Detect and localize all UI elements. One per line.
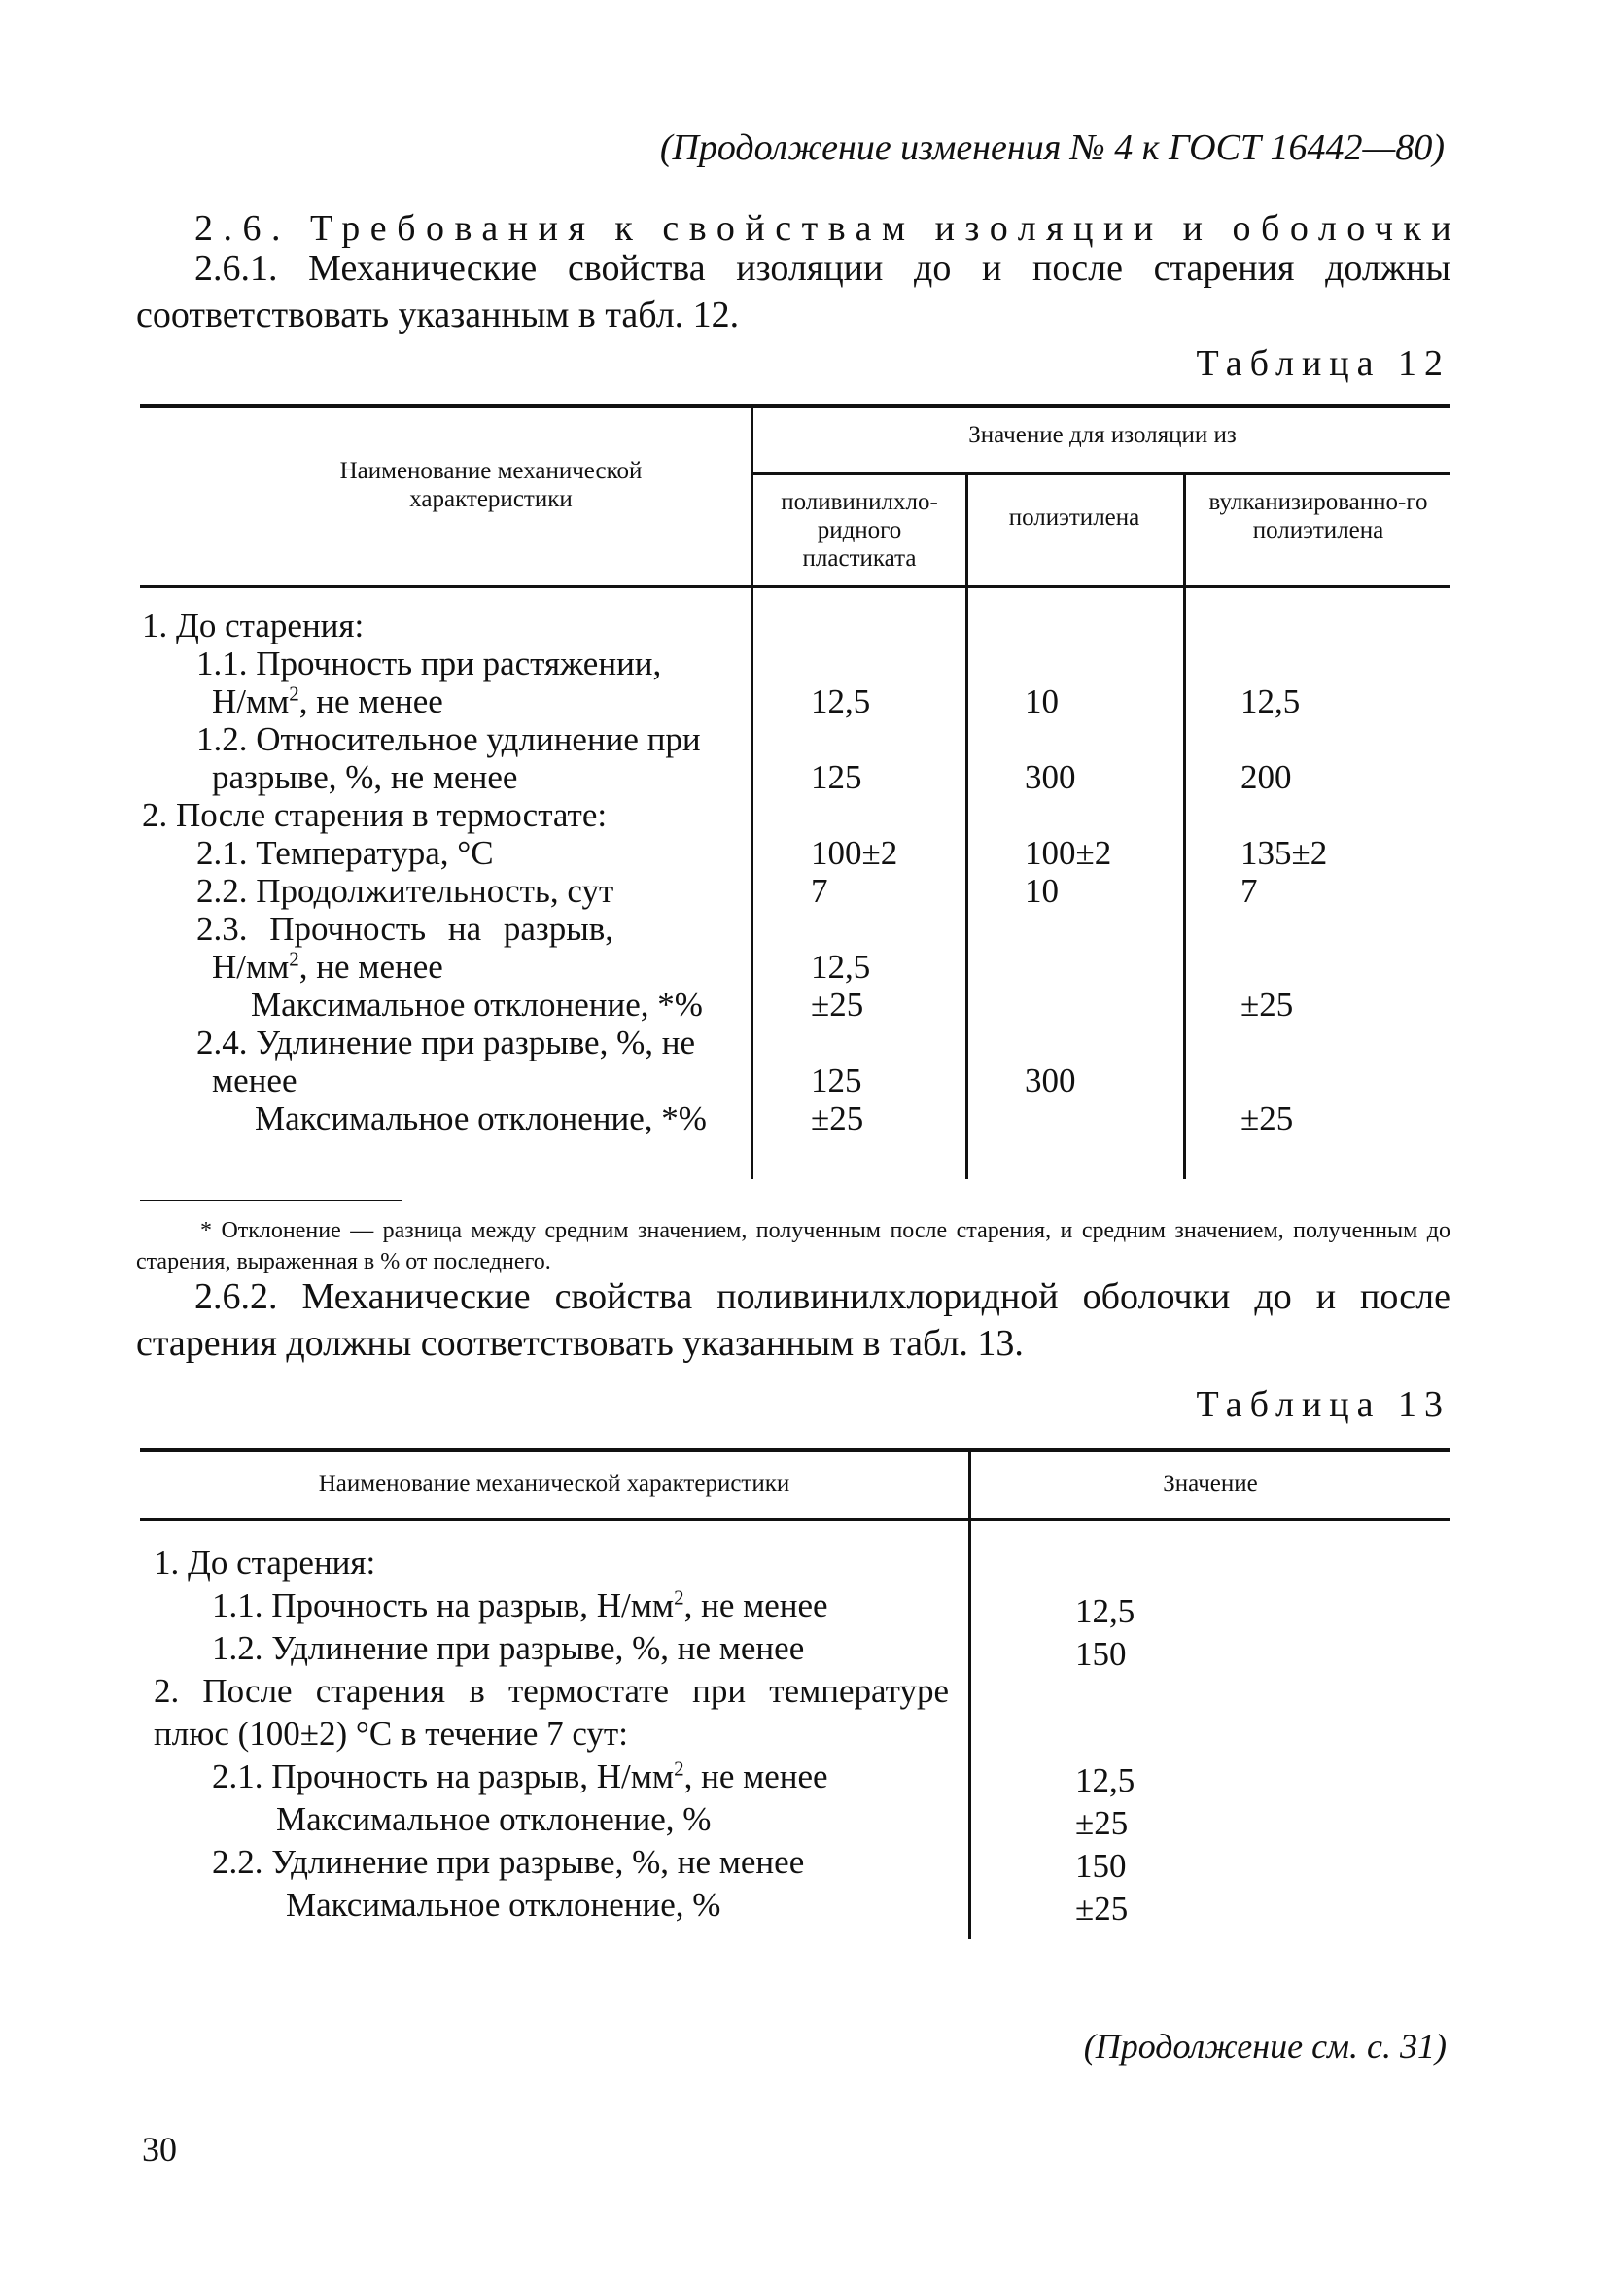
table-row-label: 2. После старения в термостате: <box>142 796 608 834</box>
table-cell: ±25 <box>1240 1099 1294 1137</box>
table-cell: 150 <box>1075 1847 1127 1885</box>
table-row-label: $Н/мм^2$, не менее <box>212 681 443 720</box>
table-row-label: Максимальное отклонение, *% <box>255 1099 707 1137</box>
table12-group-rule <box>751 472 1450 475</box>
table-row-label: 2.2. Удлинение при разрыве, %, не менее <box>212 1843 805 1881</box>
table-cell: 12,5 <box>811 948 871 986</box>
table13-header-value: Значение <box>1163 1471 1258 1497</box>
table-cell: 100±2 <box>1025 834 1112 872</box>
table-cell: 12,5 <box>1240 682 1301 720</box>
table-row-label: 2.2. Продолжительность, сут <box>196 872 614 910</box>
table13-caption: Таблица 13 <box>1196 1384 1450 1425</box>
table-cell: ±25 <box>811 1099 864 1137</box>
continuation-note: (Продолжение см. с. 31) <box>1083 2027 1447 2066</box>
table-row-label: 2. После старения в термостате при температуре <box>154 1672 949 1710</box>
table-row-label: 2.4. Удлинение при разрыве, %, не <box>196 1024 696 1061</box>
table12-divider <box>751 406 753 1179</box>
table-row-label: разрыве, %, не менее <box>212 758 518 796</box>
table-cell: 125 <box>811 758 862 796</box>
table-cell: 7 <box>811 872 828 910</box>
table-row-label: 2.1. Прочность на разрыв, $Н/мм^2$, не менее <box>212 1757 828 1795</box>
footnote: * Отклонение — разница между средним значением, полученным после старения, и средним значением, полученным до старения, выраженная в % от последнего. <box>136 1218 1450 1274</box>
table-cell: 125 <box>811 1061 862 1099</box>
table-row-label: Максимальное отклонение, % <box>276 1800 712 1838</box>
table12-header-rule <box>140 585 1450 588</box>
table13-top-rule <box>140 1448 1450 1452</box>
table-cell: ±25 <box>1075 1890 1129 1928</box>
table-row-label: менее <box>212 1061 297 1099</box>
page-number: 30 <box>142 2130 177 2169</box>
table-cell: 10 <box>1025 872 1059 910</box>
table-row-label: 2.3. Прочность на разрыв, <box>196 910 614 948</box>
table-row-label: плюс (100±2) °С в течение 7 сут: <box>154 1715 628 1753</box>
table-cell: 12,5 <box>1075 1761 1135 1799</box>
table-row-label: 1. До старения: <box>142 607 365 644</box>
table-row-label: 2.1. Температура, °С <box>196 834 494 872</box>
table-row-label: 1.2. Относительное удлинение при <box>196 720 701 758</box>
table-row-label: 1.1. Прочность на разрыв, $Н/мм^2$, не менее <box>212 1585 828 1624</box>
table-cell: 10 <box>1025 682 1059 720</box>
running-header: (Продолжение изменения № 4 к ГОСТ 16442—80) <box>659 127 1445 168</box>
table12-header-col: вулканизированно-го полиэтилена <box>1208 489 1428 543</box>
table12-header-name: Наименование механической характеристики <box>339 458 643 512</box>
section-heading: 2.6. Требования к свойствам изоляции и оболочки <box>194 208 1462 249</box>
table12-header-col: поливинилхло-ридного пластиката <box>781 489 938 572</box>
table-cell: 150 <box>1075 1635 1127 1673</box>
table12-top-rule <box>140 404 1450 408</box>
table-cell: 100±2 <box>811 834 898 872</box>
table-cell: ±25 <box>811 986 864 1024</box>
table12-divider <box>965 474 968 1179</box>
table-cell: 7 <box>1240 872 1258 910</box>
table-cell: 300 <box>1025 758 1076 796</box>
paragraph-2-6-2: 2.6.2. Механические свойства поливинилхлоридной оболочки до и после старения должны соответствовать указанным в табл. 13. <box>136 1276 1450 1364</box>
table-cell: ±25 <box>1240 986 1294 1024</box>
table-cell: 135±2 <box>1240 834 1328 872</box>
table12-header-group: Значение для изоляции из <box>968 422 1237 448</box>
table-row-label: 1.1. Прочность при растяжении, <box>196 644 662 682</box>
table13-header-rule <box>140 1518 1450 1521</box>
table-row-label: Максимальное отклонение, *% <box>251 986 703 1024</box>
table-row-label: 1.2. Удлинение при разрыве, %, не менее <box>212 1629 805 1667</box>
table-cell: ±25 <box>1075 1804 1129 1842</box>
table-cell: 12,5 <box>811 682 871 720</box>
table13-header-name: Наименование механической характеристики <box>318 1471 790 1497</box>
table-cell: 12,5 <box>1075 1592 1135 1630</box>
table-row-label: 1. До старения: <box>154 1544 376 1582</box>
table-cell: 200 <box>1240 758 1292 796</box>
table12-divider <box>1183 474 1186 1179</box>
table13-divider <box>968 1450 971 1939</box>
table12-caption: Таблица 12 <box>1196 343 1450 384</box>
table-cell: 300 <box>1025 1061 1076 1099</box>
table-row-label: $Н/мм^2$, не менее <box>212 947 443 986</box>
footnote-rule <box>140 1200 402 1201</box>
table-row-label: Максимальное отклонение, % <box>286 1886 721 1924</box>
table12-header-col: полиэтилена <box>1008 504 1140 531</box>
paragraph-2-6-1: 2.6.1. Механические свойства изоляции до и после старения должны соответствовать указанным в табл. 12. <box>136 248 1450 335</box>
